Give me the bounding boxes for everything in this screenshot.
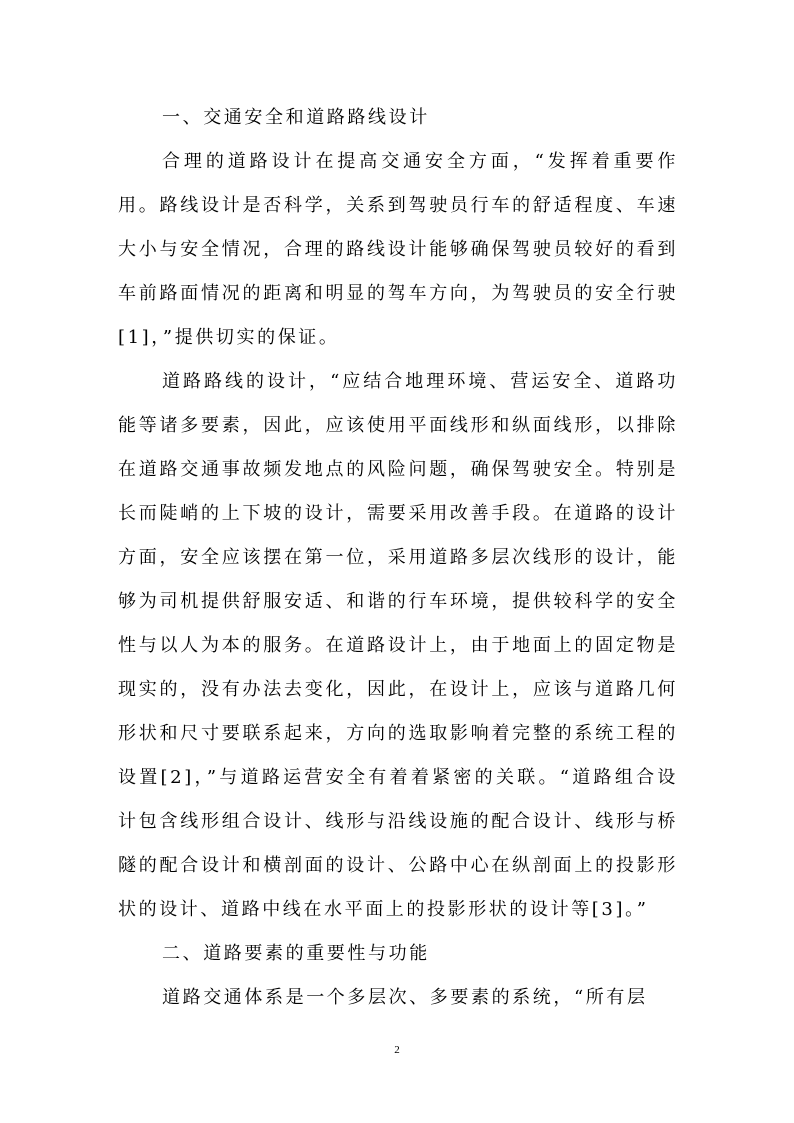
page-number: 2 [394, 1044, 400, 1056]
paragraph-1: 合理的道路设计在提高交通安全方面，“发挥着重要作用。路线设计是否科学，关系到驾驶员行车的舒适程度、车速大小与安全情况，合理的路线设计能够确保驾驶员较好的看到车前路面情况的距离和明显的驾车方向，为驾驶员的安全行驶[1]，”提供切实的保证。 [118, 151, 678, 348]
section-heading-1: 一、交通安全和道路路线设计 [162, 107, 430, 128]
document-body [118, 96, 678, 1020]
paragraph-2: 道路路线的设计，“应结合地理环境、营运安全、道路功能等诸多要素，因此，应该使用平面线形和纵面线形，以排除在道路交通事故频发地点的风险问题，确保驾驶安全。特别是长而陡峭的上下坡的设计，需要采用改善手段。在道路的设计方面，安全应该摆在第一位，采用道路多层次线形的设计，能够为司机提供舒服安适、和谐的行车环境，提供较科学的安全性与以人为本的服务。在道路设计上，由于地面上的固定物是现实的，没有办法去变化，因此，在设计上，应该与道路几何形状和尺寸要联系起来，方向的选取影响着完整的系统工程的设置[2]，”与道路运营安全有着着紧密的关联。“道路组合设计包含线形组合设计、线形与沿线设施的配合设计、线形与桥隧的配合设计和横剖面的设计、公路中心在纵剖面上的投影形状的设计、道路中线在水平面上的投影形状的设计等[3]。” [118, 371, 678, 920]
section-heading-2: 二、道路要素的重要性与功能 [162, 943, 430, 964]
paragraph-3: 道路交通体系是一个多层次、多要素的系统，“所有层 [162, 987, 648, 1008]
